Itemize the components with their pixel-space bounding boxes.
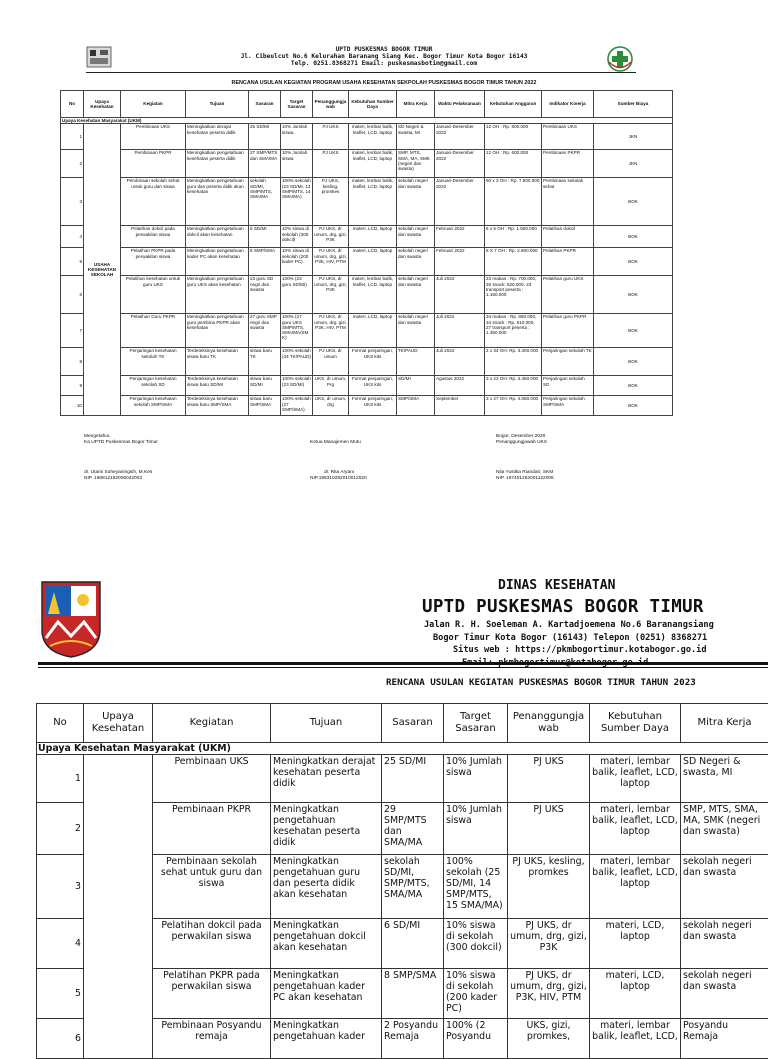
column-header: No: [37, 704, 84, 743]
table-cell: Meningkatkan pengetahuan dokcil akan kesehatan: [271, 919, 382, 969]
table-cell: 2 x 34 OH: Rp. 3.400.000: [485, 348, 542, 376]
letterhead-contact: Telp. 0251.8368271 Email: puskesmasbotim@gmail.com: [0, 60, 768, 67]
table-cell: Agustus 2022: [435, 376, 485, 396]
table-cell: SMP, MTS, SMA, MA, SMK (negeri dan swasta): [397, 150, 435, 178]
sig-left-role: Ka UPTD Puskesmas Bogor Timur: [84, 440, 158, 446]
table-cell: PJ UKS, dr umum, drg, gizi, P3K, HIV, PTM: [508, 969, 590, 1019]
table-cell: Pembinaan PKPR: [121, 150, 186, 178]
table-cell: sekolah negeri dan swasta: [681, 855, 768, 919]
table-cell: 23 makan : Rp. 700.000, 26 snack: 520.000, 23 transport peserta : 1.150.000: [485, 276, 542, 314]
row-number: 10: [61, 396, 84, 416]
table-row: [61, 348, 673, 376]
table-cell: 6 SD/MI: [382, 919, 444, 969]
table-cell: BOK: [594, 314, 673, 348]
table-cell: Meningkatkan pengetahuan dokcil akan kesehatan: [186, 226, 249, 248]
table-cell: Pelatihan PKPR: [542, 248, 594, 276]
column-header: Mitra Kerja: [397, 91, 435, 118]
letterhead-street: Jalan R. H. Soeleman A. Kartadjoemena No.6 Baranangsiang: [424, 619, 714, 632]
table-cell: siswa baru TK: [249, 348, 281, 376]
table-cell: materi, lembar balik, leaflet, LCD, laptop: [349, 276, 397, 314]
table-cell: 12 OH : Rp. 600.000: [485, 124, 542, 150]
table-cell: sekolah negeri dan swasta: [397, 314, 435, 348]
table-cell: 10% siswa di sekolah (300 dokcil): [281, 226, 313, 248]
table-cell: SMP, MTS, SMA, MA, SMK (negeri dan swasta): [681, 803, 768, 855]
table-cell: Penjaringan kesehatan sekolah SD: [121, 376, 186, 396]
row-number: 2: [61, 150, 84, 178]
table-cell: 25 SD/MI: [249, 124, 281, 150]
table-cell: Penjaringan sekolah SD: [542, 376, 594, 396]
table-cell: Meningkatkan pengetahuan kader PC akan kesehatan: [186, 248, 249, 276]
table-cell: materi, lembar balik, leaflet, LCD, laptop: [590, 755, 681, 803]
table-cell: Juli 2022: [435, 348, 485, 376]
sig-left-greeting: Mengetahui,: [84, 434, 158, 440]
table-cell: PJ UKS: [313, 124, 349, 150]
table-cell: 10% Jumlah siswa: [281, 124, 313, 150]
table-cell: Meningkatkan pengetahuan guru dan peserta didik akan kesehatan: [271, 855, 382, 919]
table-cell: materi, LCD, laptop: [349, 248, 397, 276]
column-header: Kegiatan: [121, 91, 186, 118]
table-cell: Pelatihan guru PKPR: [542, 314, 594, 348]
row-number: 5: [37, 969, 84, 1019]
sig-right-nip: NIP. 197401262001122006: [496, 476, 554, 482]
table-cell: Pembinaan PKPR: [542, 150, 594, 178]
table-cell: 27 guru SMP negri dan swasta: [249, 314, 281, 348]
table-cell: BOK: [594, 376, 673, 396]
table-cell: 6 x 5 OH : Rp. 1.500.000: [485, 226, 542, 248]
table-cell: PJ UKS: [508, 803, 590, 855]
table-cell: Pembinaan sekolah sehat untuk guru dan siswa: [121, 178, 186, 226]
table-cell: materi, lembar balik, leaflet, LCD, laptop: [590, 803, 681, 855]
letterhead-rule-thick: [38, 662, 768, 665]
table-cell: Januari-Desember 2022: [435, 124, 485, 150]
row-number: 6: [37, 1019, 84, 1059]
table-cell: BOK: [594, 226, 673, 248]
table-cell: 8 SMP/SMA: [249, 248, 281, 276]
table-cell: 29 SMP/MTS dan SMA/MA: [382, 803, 444, 855]
table-cell: sekolah negeri dan swasta: [681, 969, 768, 1019]
table-cell: 100% sekolah (25 SD/MI, 14 SMP/MTS, 15 SMA/MA): [444, 855, 508, 919]
table-cell: Juli 2022: [435, 314, 485, 348]
column-header: Mitra Kerja: [681, 704, 768, 743]
table-cell: 100% (23 guru SD/MI): [281, 276, 313, 314]
table-cell: 100% sekolah (34 TK/PAUD): [281, 348, 313, 376]
table-cell: Meningkatkan pengetahuan kader: [271, 1019, 382, 1059]
column-header: Tujuan: [186, 91, 249, 118]
table-cell: materi, lembar balik, leaflet, LCD,: [590, 1019, 681, 1059]
sig-right-date: Bogor, Desember 2020: [496, 434, 554, 440]
row-number: 2: [37, 803, 84, 855]
table-cell: PJ UKS, kesling, promkes: [508, 855, 590, 919]
table-cell: BOK: [594, 178, 673, 226]
table-cell: PJ UKS, dr umum, drg, gizi, P3K: [313, 276, 349, 314]
column-header: Sasaran: [382, 704, 444, 743]
table-row: [61, 276, 673, 314]
section-label: Upaya Kesehatan Masyarakat (UKM): [61, 118, 673, 124]
table-cell: Pembinaan sekolah sehat: [542, 178, 594, 226]
table-cell: 100% sekolah (27 SMP/SMA): [281, 396, 313, 416]
column-header: Kebutuhan Sumber Daya: [349, 91, 397, 118]
table-cell: Pembinaan PKPR: [153, 803, 271, 855]
table-cell: Meningkatkan pengetahuan kader PC akan kesehatan: [271, 969, 382, 1019]
table-cell: sekolah negeri dan swasta: [681, 919, 768, 969]
letterhead-website: Situs web : https://pkmbogortimur.kotabogor.go.id: [424, 644, 714, 657]
table-cell: PJ UKS: [313, 150, 349, 178]
table-cell: TK/PAUD: [397, 348, 435, 376]
table-cell: 10% siswa di sekolah (200 kader PC): [281, 248, 313, 276]
column-header: Target Sasaran: [281, 91, 313, 118]
table-cell: 25 SD/MI: [382, 755, 444, 803]
table-cell: PJ UKS: [508, 755, 590, 803]
table-cell: Meningkatkan pengetahuan guru UKS akan kesehatan: [186, 276, 249, 314]
table-cell: 100% (2 Posyandu: [444, 1019, 508, 1059]
table-cell: 23 guru SD negri dan swasta: [249, 276, 281, 314]
row-number: 3: [37, 855, 84, 919]
column-header: Kegiatan: [153, 704, 271, 743]
table-cell: materi, LCD, laptop: [590, 919, 681, 969]
table-cell: Meningkatkan derajat kesehatan peserta didik: [186, 124, 249, 150]
page1-letterhead: [0, 46, 768, 67]
table-cell: UKS, dr umum, drg: [313, 396, 349, 416]
table-cell: 3 x 23 OH: Rp. 3.450.000: [485, 376, 542, 396]
table-cell: Pelatihan PKPR pada perwakilan siswa: [121, 248, 186, 276]
table-cell: Pembinaan UKS: [121, 124, 186, 150]
table-row: [61, 226, 673, 248]
table-cell: Januari-Desember 2022: [435, 150, 485, 178]
kota-bogor-crest-logo: [38, 580, 104, 658]
table-cell: Pelatihan guru UKS: [542, 276, 594, 314]
row-number: 9: [61, 376, 84, 396]
table-cell: materi, lembar balik, leaflet, LCD, laptop: [590, 855, 681, 919]
table-row: [37, 755, 768, 803]
table-cell: JKN: [594, 150, 673, 178]
table-cell: 10% siswa di sekolah (200 kader PC): [444, 969, 508, 1019]
table-cell: materi, LCD, laptop: [349, 314, 397, 348]
table-cell: Penjaringan sekolah SMP/SMA: [542, 396, 594, 416]
table-cell: 100% (27 guru UKS SMP/MTS, SMA/MA/SM K): [281, 314, 313, 348]
table-cell: Meningkatkan pengetahuan kesehatan peserta didik: [271, 803, 382, 855]
table-cell: Posyandu Remaja: [681, 1019, 768, 1059]
table-cell: 5 SD/MI: [249, 226, 281, 248]
table-cell: 3 x 27 OH: Rp. 4.050.000: [485, 396, 542, 416]
table-cell: 10% Jumlah siswa: [444, 755, 508, 803]
table-cell: sekolah negeri dan swasta: [397, 226, 435, 248]
row-number: 3: [61, 178, 84, 226]
row-number: 6: [61, 276, 84, 314]
page2-title: RENCANA USULAN KEGIATAN PUSKESMAS BOGOR TIMUR TAHUN 2023: [386, 677, 696, 688]
row-number: 7: [61, 314, 84, 348]
table-cell: BOK: [594, 248, 673, 276]
table-cell: 100% sekolah (23 SD/MI): [281, 376, 313, 396]
letterhead-rule: [86, 72, 636, 73]
letterhead-name: UPTD PUSKESMAS BOGOR TIMUR: [0, 46, 768, 53]
table-cell: 50 x 3 OH : Rp. 7.500.000: [485, 178, 542, 226]
table-cell: Februari 2022: [435, 226, 485, 248]
table-cell: materi, lembar balik, leaflet, LCD, laptop: [349, 178, 397, 226]
row-number: 4: [37, 919, 84, 969]
row-number: 8: [61, 348, 84, 376]
table-cell: sekolah negeri dan swasta: [397, 178, 435, 226]
table-cell: materi, lembar balik, leaflet, LCD, laptop: [349, 150, 397, 178]
table-row: [61, 150, 673, 178]
table-cell: Juli 2022: [435, 276, 485, 314]
table-cell: Pembinaan UKS: [153, 755, 271, 803]
sig-mid-nip: NIP.198310282010012020: [310, 476, 367, 482]
table-cell: Pelatihan dokcil: [542, 226, 594, 248]
column-header: Sasaran: [249, 91, 281, 118]
table-row: [61, 248, 673, 276]
table-cell: Format penjaringan, UKS kits: [349, 348, 397, 376]
table-cell: Februari 2022: [435, 248, 485, 276]
table-cell: materi, LCD, laptop: [349, 226, 397, 248]
sig-left-name: dr. Utami Suheyaningsih, M.Kes: [84, 470, 158, 476]
rencana-table-2022: [60, 90, 673, 416]
column-header: Penanggungja wab: [508, 704, 590, 743]
table-cell: Pelatihan dokcil pada perwakilan siswa: [153, 919, 271, 969]
table-cell: Pembinaan sekolah sehat untuk guru dan siswa: [153, 855, 271, 919]
table-cell: Pembinaan Posyandu remaja: [153, 1019, 271, 1059]
table-cell: Terdeteksinya kesehatan siswa baru TK: [186, 348, 249, 376]
table-cell: Terdeteksinya kesehatan siswa baru SD/MI: [186, 376, 249, 396]
table-row: [61, 124, 673, 150]
table-cell: sekolah SD/MI, SMP/MTS, SMA/MA: [249, 178, 281, 226]
column-header: Kebutuhan Sumber Daya: [590, 704, 681, 743]
table-cell: Meningkatkan derajat kesehatan peserta didik: [271, 755, 382, 803]
table-cell: PJ UKS, dr umum, drg, gizi, P3K, HIV, PTM: [313, 314, 349, 348]
table-cell: 8 X 7 OH : Rp. 2.800.000: [485, 248, 542, 276]
table-cell: SMP/SMA: [397, 396, 435, 416]
table-row: [61, 396, 673, 416]
row-number: 1: [37, 755, 84, 803]
column-header: Kebutuhan Anggaran: [485, 91, 542, 118]
row-number: 4: [61, 226, 84, 248]
letterhead-address: Jl. Cibeulcut No.6 Kelurahan Baranang Siang Kec. Bogor Timur Kota Bogor 16143: [0, 53, 768, 60]
table-cell: Terdeteksinya kesehatan siswa baru SMP/SMA: [186, 396, 249, 416]
table-row: [61, 314, 673, 348]
table-cell: Pembinaan UKS: [542, 124, 594, 150]
letterhead-uptd: UPTD PUSKESMAS BOGOR TIMUR: [420, 597, 714, 617]
table-cell: 8 SMP/SMA: [382, 969, 444, 1019]
row-number: 5: [61, 248, 84, 276]
column-header: Upaya Kesehatan: [84, 704, 153, 743]
table-cell: sekolah negeri dan swasta: [397, 248, 435, 276]
table-cell: PJ UKS, dr umum: [313, 348, 349, 376]
table-cell: Januari-Desember 2022: [435, 178, 485, 226]
sig-right-role: Penanggungjawab UKS: [496, 440, 554, 446]
upaya-kesehatan-cell: USAHA KESEHATAN SEKOLAH: [84, 124, 121, 416]
table-cell: PJ UKS, kesling, promkes: [313, 178, 349, 226]
table-cell: Pelatihan Guru PKPR: [121, 314, 186, 348]
column-header: No: [61, 91, 84, 118]
column-header: Indikator Kinerja: [542, 91, 594, 118]
letterhead-rule-thin: [38, 667, 768, 668]
table-cell: UKS, dr umum, Prg: [313, 376, 349, 396]
rencana-table-2023: [36, 703, 768, 1059]
page2-letterhead: [420, 578, 714, 669]
signature-right: [496, 434, 554, 481]
table-cell: 12 OH : Rp. 600.000: [485, 150, 542, 178]
table-cell: 10% Jumlah siswa: [444, 803, 508, 855]
table-cell: siswa baru SD/MI: [249, 376, 281, 396]
table-cell: Pelatihan kesehatan untuk guru UKS: [121, 276, 186, 314]
column-header: Upaya Kesehatan: [84, 91, 121, 118]
table-cell: PJ UKS, dr umum, drg, gizi, P3K: [508, 919, 590, 969]
column-header: Penanggungja wab: [313, 91, 349, 118]
table-cell: siswa baru SMP/SMA: [249, 396, 281, 416]
table-cell: BOK: [594, 348, 673, 376]
upaya-kesehatan-cell: [84, 755, 153, 1059]
table-cell: materi, lembar balik, leaflet, LCD, laptop: [349, 124, 397, 150]
sig-right-name: Nila Yustika Riandari, SKM: [496, 470, 554, 476]
column-header: Tujuan: [271, 704, 382, 743]
letterhead-phone: Bogor Timur Kota Bogor (16143) Telepon (0251) 8368271: [424, 632, 714, 645]
section-label: Upaya Kesehatan Masyarakat (UKM): [37, 743, 768, 755]
sig-mid-name: dr. Rita Aryani: [310, 470, 367, 476]
signature-middle: [310, 434, 367, 481]
table-row: [61, 178, 673, 226]
sig-mid-role: Ketua Manajemen Mutu: [310, 440, 367, 446]
table-cell: SD Negeri & swasta, MI: [397, 124, 435, 150]
document-page-2023: [0, 560, 768, 1024]
table-cell: Penjaringan kesehatan sekolah SMP/SMA: [121, 396, 186, 416]
sig-left-nip: NIP. 196912152006042003: [84, 476, 158, 482]
table-cell: BOK: [594, 276, 673, 314]
table-cell: Meningkatkan pengetahuan guru dan peserta didik akan kesehatan: [186, 178, 249, 226]
table-cell: 10% siswa di sekolah (300 dokcil): [444, 919, 508, 969]
column-header: Waktu Pelaksanaan: [435, 91, 485, 118]
table-cell: 100% sekolah (23 SD/MI, 13 SMP/MTS, 14 SMA/MA): [281, 178, 313, 226]
table-cell: 10% Jumlah siswa: [281, 150, 313, 178]
table-cell: Penjaringan sekolah TK: [542, 348, 594, 376]
column-header: Target Sasaran: [444, 704, 508, 743]
table-cell: Pelatihan PKPR pada perwakilan siswa: [153, 969, 271, 1019]
table-cell: sekolah SD/MI, SMP/MTS, SMA/MA: [382, 855, 444, 919]
table-cell: PJ UKS, dr umum, drg, gizi, P3K, HIV, PTM: [313, 248, 349, 276]
table-cell: 2 Posyandu Remaja: [382, 1019, 444, 1059]
signature-left: [84, 434, 158, 481]
table-cell: Meningkatkan pengetahuan guru pembina PKPR akan kesehatan: [186, 314, 249, 348]
table-cell: materi, LCD, laptop: [590, 969, 681, 1019]
table-cell: BOK: [594, 396, 673, 416]
table-cell: JKN: [594, 124, 673, 150]
page1-title: RENCANA USULAN KEGIATAN PROGRAM USAHA KESEHATAN SEKPOLAH PUSKESMAS BOGOR TIMUR TAHUN 2022: [0, 80, 768, 86]
table-cell: PJ UKS, dr umum, drg, gizi, P3K: [313, 226, 349, 248]
table-cell: Format penjaringan, UKS kits: [349, 376, 397, 396]
column-header: Sumber Biaya: [594, 91, 673, 118]
table-row: [61, 376, 673, 396]
table-cell: Penjaringan kesehatan sekolah TK: [121, 348, 186, 376]
table-cell: Format penjaringan, UKS kits: [349, 396, 397, 416]
table-cell: SD/MI: [397, 376, 435, 396]
table-cell: 27 SMP/MTS dan SMA/MA: [249, 150, 281, 178]
row-number: 1: [61, 124, 84, 150]
table-cell: 34 makan : Rp. 850.000, 34 snack : Rp. 510.000, 27 transport peserta : 1.350.000: [485, 314, 542, 348]
table-cell: Pelatihan dokcil pada perwakilan siswa: [121, 226, 186, 248]
letterhead-dinas: DINAS KESEHATAN: [420, 578, 714, 593]
table-cell: sekolah negeri dan swasta: [397, 276, 435, 314]
table-cell: UKS, gizi, promkes,: [508, 1019, 590, 1059]
table-cell: Meningkatkan pengetahuan kesehatan peserta didik: [186, 150, 249, 178]
table-cell: SD Negeri & swasta, MI: [681, 755, 768, 803]
table-cell: September: [435, 396, 485, 416]
